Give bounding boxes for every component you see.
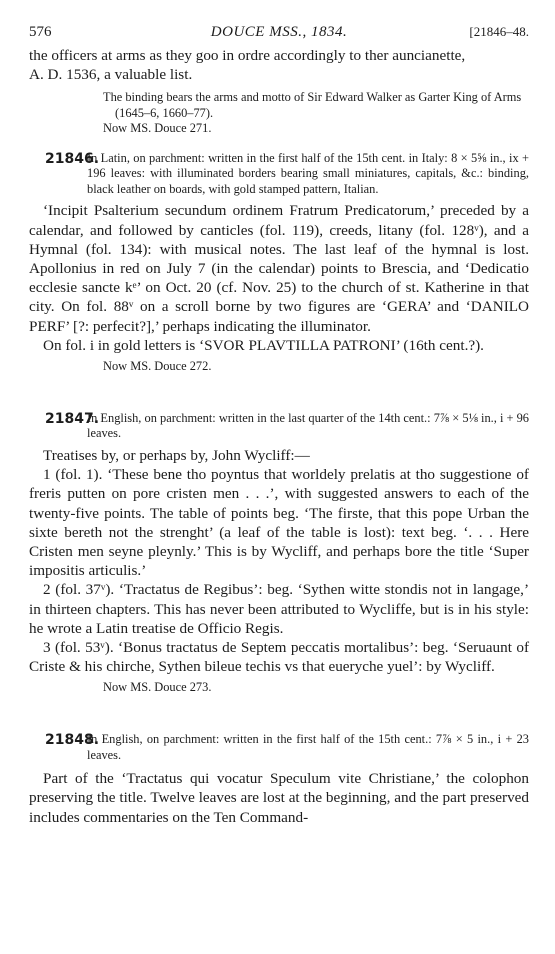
entry-paragraph: 1 (fol. 1). ‘These bene tho poyntus that worldely prelatis at tho suggestione of freris putten on pore cristen men . . .’, with suggested answers to each of the twenty-five points. The table of points beg. ‘The firste, that this pope Urban the sixte bereth not the strenght’ (a leaf of the table is lost): text beg. ‘. . . Here Cristen men seyne pleynly.’ This is by Wycliff, and perhaps bore the title ‘Super impositis articulis.’: [29, 466, 529, 580]
entry-paragraph: 2 (fol. 37ᵛ). ‘Tractatus de Regibus’: beg. ‘Sythen witte stondis not in langage,’ in thirteen chapters. This has never been attributed to Wycliffe, but is in his style: he wrote a Latin treatise de Officio Regis.: [29, 581, 529, 637]
page-number: 576: [29, 24, 52, 40]
shelfmark: Now MS. Douce 272.: [103, 359, 212, 374]
entry-paragraph: ‘Incipit Psalterium secundum ordinem Fratrum Predicatorum,’ preceded by a calendar, and followed by canticles (fol. 119), creeds, litany (fol. 128ᵛ), and a Hymnal (fol. 134): with musical notes. The last leaf of the hymnal is lost. Apollonius in red on July 7 (in the calendar) points to Brescia, and ‘Dedicatio ecclesie sancte kᵉ’ on Oct. 20 (cf. Nov. 25) to the church of st. Katherine in that city. On fol. 88ᵛ on a scroll borne by two figures are ‘GERA’ and ‘DANILO PERF’ [?: perfecit?],’ perhaps indicating the illuminator.: [29, 202, 529, 335]
continuation-line: A. D. 1536, a valuable list.: [29, 66, 193, 84]
entry-number: 21846.: [45, 150, 100, 167]
running-title: DOUCE MSS., 1834.: [210, 24, 348, 40]
entry-header: [29, 151, 529, 198]
shelfmark: Now MS. Douce 273.: [103, 680, 212, 695]
page: [29, 24, 529, 827]
entry-description: In English, on parchment: written in the last quarter of the 14th cent.: 7⅞ × 5⅛ in., i + 96 leaves.: [87, 410, 529, 441]
entry-header: [29, 732, 529, 763]
entry-description: In Latin, on parchment: written in the first half of the 15th cent. in Italy: 8 × 5⅝ in., ix + 196 leaves: with illuminated borders bearing small miniatures, capitals, &c.: binding, black leather on boards, with gold stamped pattern, Italian.: [87, 150, 529, 196]
continuation-line: the officers at arms as they goo in ordre accordingly to ther auncianette,: [29, 47, 466, 64]
shelfmark: [103, 121, 529, 137]
entry-paragraph: Part of the ‘Tractatus qui vocatur Speculum vite Christiane,’ the colophon preserving the title. Twelve leaves are lost at the beginning, and the part preserved includes commentaries on the Ten Command-: [29, 770, 529, 826]
entry-description: In English, on parchment: written in the first half of the 15th cent.: 7⅞ × 5 in., i + 23 leaves.: [87, 732, 529, 762]
binding-note: The binding bears the arms and motto of Sir Edward Walker as Garter King of Arms (1645–6, 1660–77).: [103, 90, 522, 120]
entry-header: [29, 411, 529, 442]
entry-number: 21847.: [45, 410, 100, 427]
running-head: [29, 24, 529, 46]
entry-range: [21846–48.: [469, 24, 529, 39]
shelfmark-text: Now MS. Douce 271.: [103, 121, 212, 136]
entry-paragraph: On fol. i in gold letters is ‘SVOR PLAVTILLA PATRONI’ (16th cent.?).: [43, 336, 484, 354]
entry-paragraph: Treatises by, or perhaps by, John Wycliff:—: [43, 446, 310, 464]
entry-number: 21848.: [45, 732, 100, 749]
entry-paragraph: 3 (fol. 53ᵛ). ‘Bonus tractatus de Septem peccatis mortalibus’: beg. ‘Seruaunt of Criste & his chirche, Sythen bileue techis vs that eueryche yuel’: by Wycliff.: [29, 638, 529, 676]
